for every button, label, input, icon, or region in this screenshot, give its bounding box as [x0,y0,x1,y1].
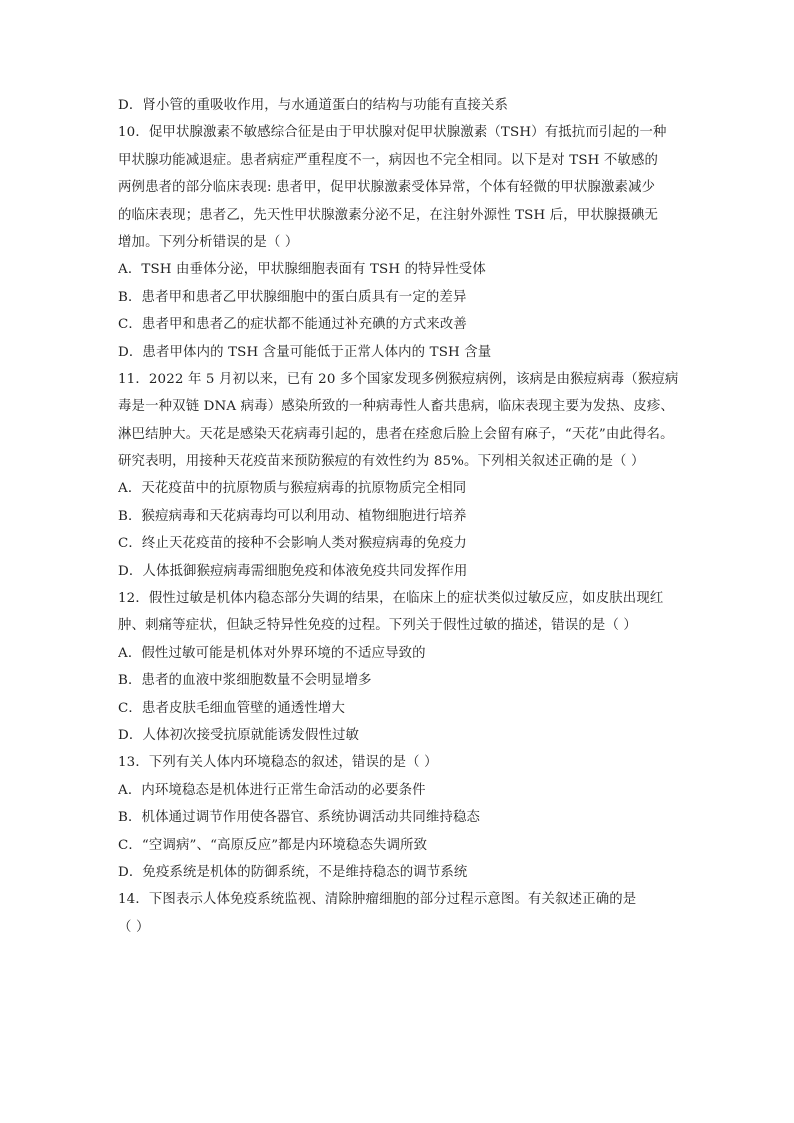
q11-stem-line-2: 毒是一种双链 DNA 病毒）感染所致的一种病毒性人畜共患病，临床表现主要为发热、皮疹、 [118,399,674,415]
q14-stem-line-1: 14．下图表示人体免疫系统监视、清除肿瘤细胞的部分过程示意图。有关叙述正确的是 [118,892,637,908]
q10-stem-line-5: 增加。下列分析错误的是（ ） [118,234,299,250]
q10-stem-line-1: 10．促甲状腺激素不敏感综合征是由于甲状腺对促甲状腺激素（TSH）有抵抗而引起的一种 [118,125,667,141]
q12-option-a: A．假性过敏可能是机体对外界环境的不适应导致的 [118,645,426,661]
q14-stem-line-2: （ ） [118,919,150,935]
q10-option-d: D．患者甲体内的 TSH 含量可能低于正常人体内的 TSH 含量 [118,344,492,360]
q12-option-b: B．患者的血液中浆细胞数量不会明显增多 [118,673,372,689]
q13-stem-line-1: 13．下列有关人体内环境稳态的叙述，错误的是（ ） [118,755,438,771]
q10-option-c: C．患者甲和患者乙的症状都不能通过补充碘的方式来改善 [118,317,467,333]
q10-option-a: A．TSH 由垂体分泌，甲状腺细胞表面有 TSH 的特异性受体 [118,262,486,278]
q10-stem-line-2: 甲状腺功能减退症。患者病症严重程度不一，病因也不完全相同。以下是对 TSH 不敏感的 [118,152,659,168]
q11-stem-line-1: 11．2022 年 5 月初以来，已有 20 多个国家发现多例猴痘病例，该病是由猴痘病毒（猴痘病 [118,371,678,387]
q12-stem-line-2: 肿、刺痛等症状，但缺乏特异性免疫的过程。下列关于假性过敏的描述，错误的是（ ） [118,618,637,634]
q10-option-b: B．患者甲和患者乙甲状腺细胞中的蛋白质具有一定的差异 [118,289,467,305]
q11-option-a: A．天花疫苗中的抗原物质与猴痘病毒的抗原物质完全相同 [118,481,467,497]
q11-stem-line-4: 研究表明，用接种天花疫苗来预防猴痘的有效性约为 85%。下列相关叙述正确的是（ ） [118,454,645,470]
q10-stem-line-3: 两例患者的部分临床表现: 患者甲，促甲状腺激素受体异常，个体有轻微的甲状腺激素减少 [118,180,656,196]
q13-option-a: A．内环境稳态是机体进行正常生命活动的必要条件 [118,782,426,798]
document-content [118,92,678,941]
q9-option-d: D．肾小管的重吸收作用，与水通道蛋白的结构与功能有直接关系 [118,98,509,113]
q10-stem-line-4: 的临床表现；患者乙，先天性甲状腺激素分泌不足，在注射外源性 TSH 后，甲状腺摄碘无 [118,207,659,223]
q12-option-d: D．人体初次接受抗原就能诱发假性过敏 [118,727,360,743]
q12-stem-line-1: 12．假性过敏是机体内稳态部分失调的结果，在临床上的症状类似过敏反应，如皮肤出现红 [118,591,664,607]
q11-stem-line-3: 淋巴结肿大。天花是感染天花病毒引起的，患者在痊愈后脸上会留有麻子，“天花”由此得名。 [118,426,674,442]
q12-option-c: C．患者皮肤毛细血管壁的通透性增大 [118,700,346,716]
q13-option-c: C．“空调病”、“高原反应”都是内环境稳态失调所致 [118,837,428,853]
q11-option-c: C．终止天花疫苗的接种不会影响人类对猴痘病毒的免疫力 [118,536,467,552]
q11-option-d: D．人体抵御猴痘病毒需细胞免疫和体液免疫共同发挥作用 [118,563,468,579]
q13-option-d: D．免疫系统是机体的防御系统，不是维持稳态的调节系统 [118,864,468,880]
q13-option-b: B．机体通过调节作用使各器官、系统协调活动共同维持稳态 [118,810,481,826]
q11-option-b: B．猴痘病毒和天花病毒均可以利用动、植物细胞进行培养 [118,508,467,524]
